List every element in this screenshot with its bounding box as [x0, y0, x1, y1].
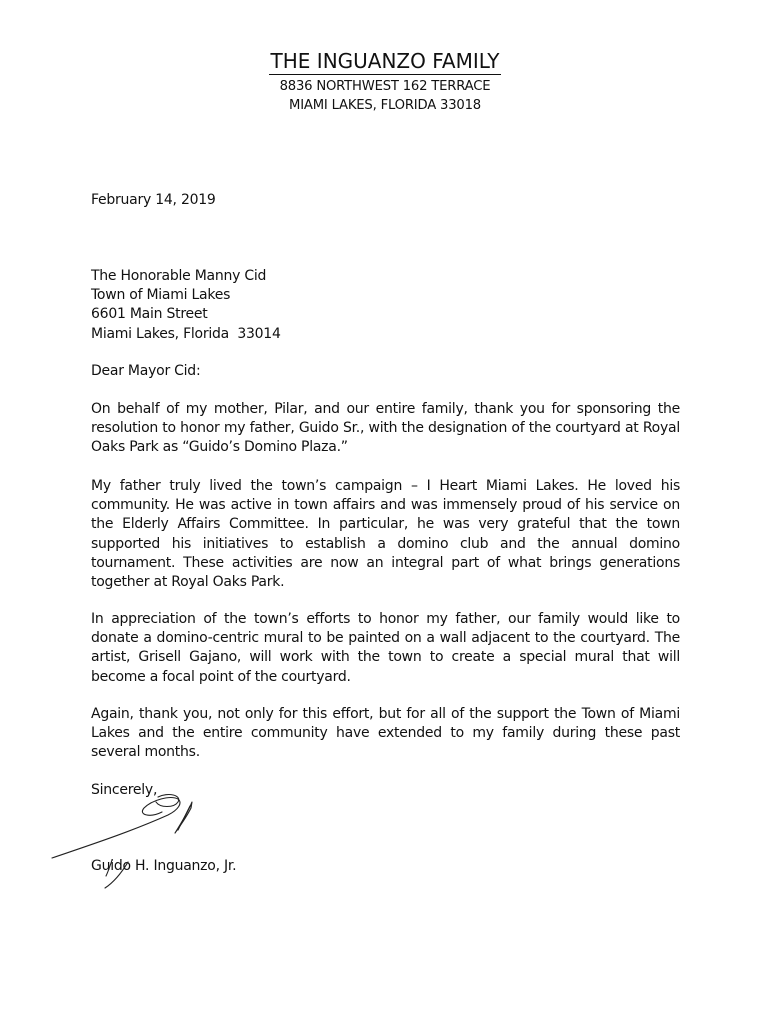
address-line-city: MIAMI LAKES, FLORIDA 33018: [289, 98, 481, 113]
salutation: Dear Mayor Cid:: [91, 363, 201, 379]
recipient-city-state-zip: Miami Lakes, Florida 33014: [91, 325, 281, 342]
body-paragraph-3: In appreciation of the town’s efforts to honor my father, our family would like to donate a domino-centric mural to be painted on a wall adjacent to the courtyard. The artist, Grisell Gajano, will work with the town to create a special mural that will become a focal point of the courtyard.: [91, 611, 680, 685]
body-paragraph-2: My father truly lived the town’s campaign – I Heart Miami Lakes. He loved his community. He was active in town affairs and was immensely proud of his service on the Elderly Affairs Committee. In particular, he was very grateful that the town supported his initiatives to establish a domino club and the annual domino tournament. These activities are now an integral part of what brings generations together at Royal Oaks Park.: [91, 478, 680, 591]
recipient-name: The Honorable Manny Cid: [91, 268, 267, 284]
closing: Sincerely,: [91, 782, 158, 798]
recipient-address: [91, 267, 680, 344]
letter-date: February 14, 2019: [91, 192, 216, 208]
recipient-organization: Town of Miami Lakes: [91, 287, 231, 304]
body-paragraph-4: Again, thank you, not only for this effort, but for all of the support the Town of Miami Lakes and the entire community have extended to my family during these past several months.: [91, 706, 680, 761]
signer-name: Guido H. Inguanzo, Jr.: [91, 858, 237, 874]
family-name-heading: THE INGUANZO FAMILY: [270, 49, 500, 73]
letterhead: [0, 48, 770, 115]
address-line-street: 8836 NORTHWEST 162 TERRACE: [279, 79, 491, 94]
body-paragraph-1: On behalf of my mother, Pilar, and our entire family, thank you for sponsoring the resolution to honor my father, Guido Sr., with the designation of the courtyard at Royal Oaks Park as “Guido’s Domino Plaza.”: [91, 401, 680, 456]
recipient-street: 6601 Main Street: [91, 306, 208, 323]
